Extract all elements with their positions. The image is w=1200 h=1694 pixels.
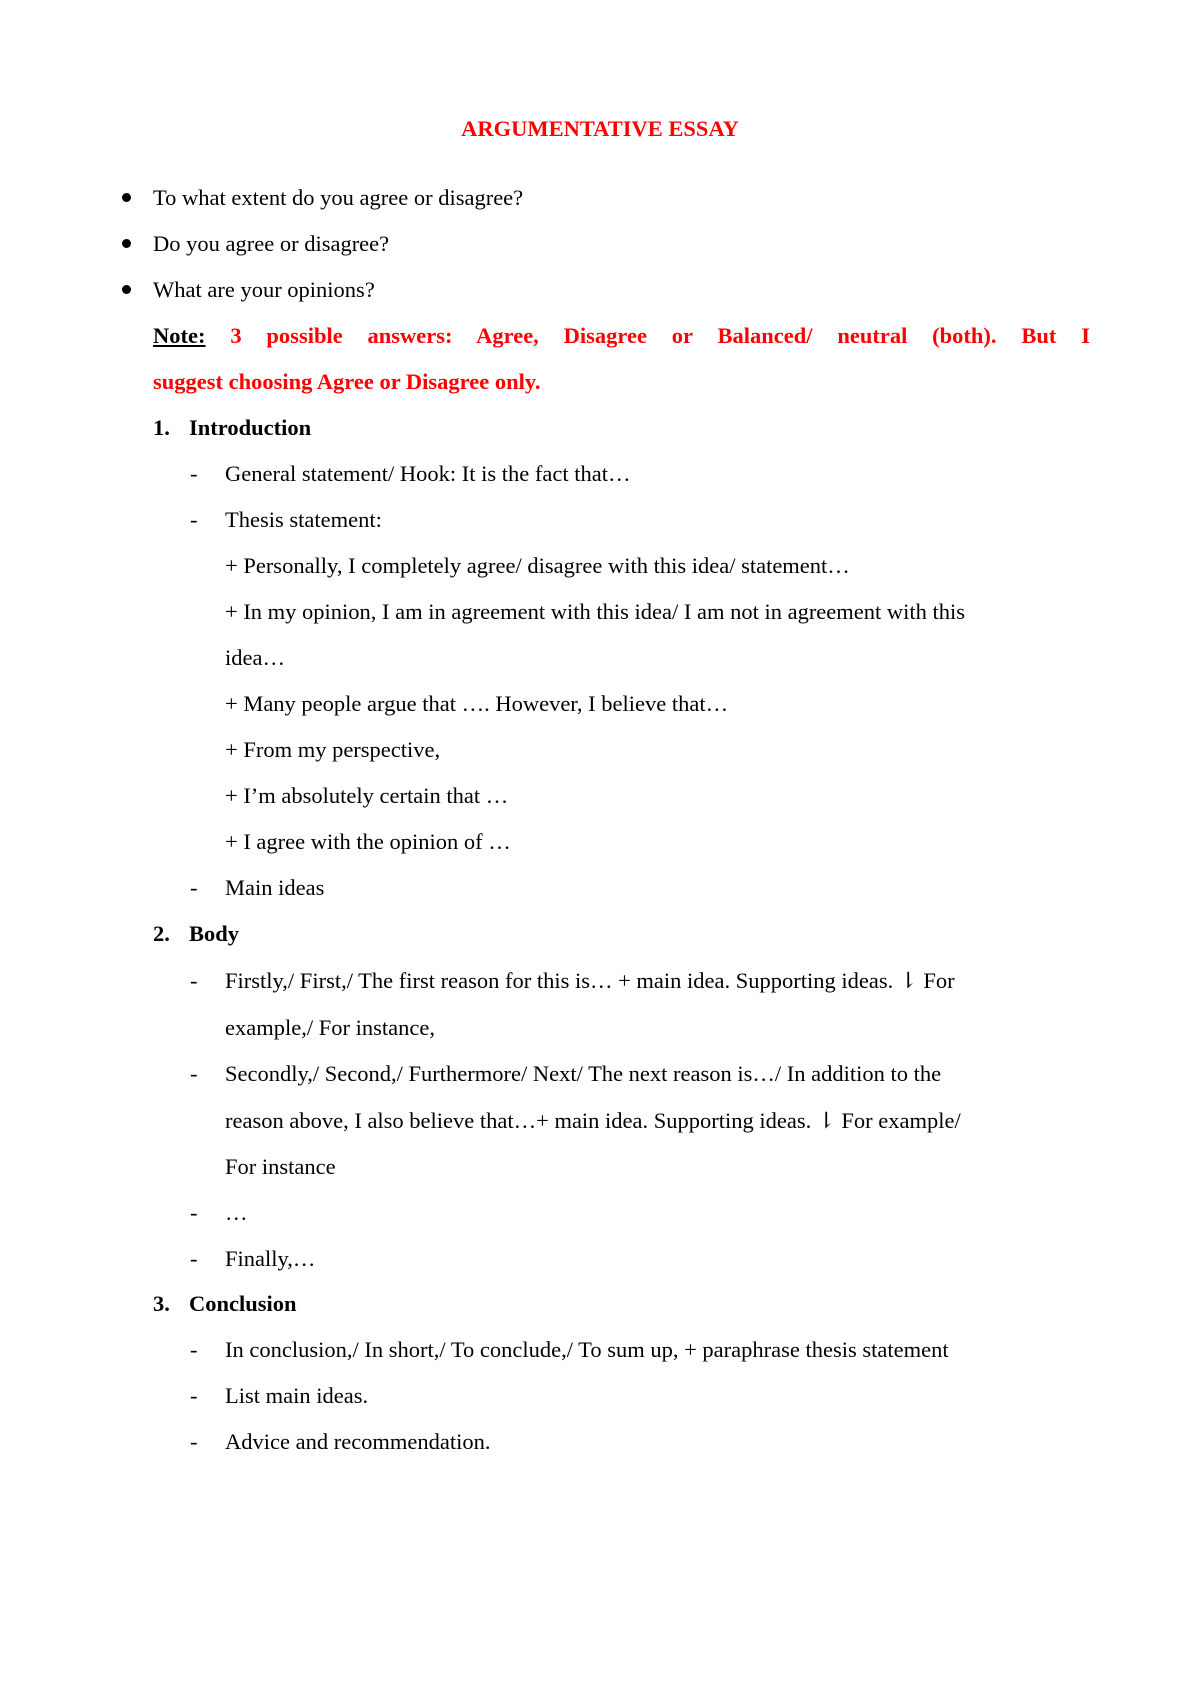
list-item: Advice and recommendation.: [225, 1429, 491, 1454]
dash-marker: -: [190, 1061, 198, 1086]
list-item: List main ideas.: [225, 1383, 369, 1408]
thesis-option: + Personally, I completely agree/ disagree with this idea/ statement…: [225, 553, 850, 578]
thesis-option: + Many people argue that …. However, I believe that…: [225, 691, 729, 716]
thesis-option: + I agree with the opinion of …: [225, 829, 511, 854]
question-item: To what extent do you agree or disagree?: [153, 185, 524, 210]
list-item: Firstly,/ First,/ The first reason for this is… + main idea. Supporting ideas. ⇂ For: [225, 968, 955, 993]
question-item: What are your opinions?: [153, 277, 375, 302]
dash-marker: -: [190, 1383, 198, 1408]
list-item: In conclusion,/ In short,/ To conclude,/ To sum up, + paraphrase thesis statement: [225, 1337, 949, 1362]
note-text-1: 3 possible answers: Agree, Disagree or Balanced/ neutral (both). But I: [230, 323, 1090, 348]
thesis-option: idea…: [225, 645, 285, 670]
list-item-continued: For instance: [225, 1154, 336, 1179]
thesis-option: + From my perspective,: [225, 737, 441, 762]
list-item-continued: example,/ For instance,: [225, 1015, 435, 1040]
dash-marker: -: [190, 1337, 198, 1362]
page-title: ARGUMENTATIVE ESSAY: [461, 116, 739, 141]
thesis-option: + I’m absolutely certain that …: [225, 783, 509, 808]
list-item: Finally,…: [225, 1246, 316, 1271]
bullet-icon: [122, 193, 131, 202]
dash-marker: -: [190, 1200, 198, 1225]
section-number: 2.: [153, 921, 170, 946]
section-number: 1.: [153, 415, 170, 440]
dash-marker: -: [190, 507, 198, 532]
section-heading: Body: [189, 921, 240, 946]
dash-marker: -: [190, 968, 198, 993]
bullet-icon: [122, 239, 131, 248]
dash-marker: -: [190, 461, 198, 486]
dash-marker: -: [190, 875, 198, 900]
list-item: Main ideas: [225, 875, 325, 900]
section-number: 3.: [153, 1291, 170, 1316]
section-heading: Conclusion: [189, 1291, 297, 1316]
note-label: Note:: [153, 323, 206, 348]
note-text-2: suggest choosing Agree or Disagree only.: [153, 369, 541, 394]
thesis-option: + In my opinion, I am in agreement with this idea/ I am not in agreement with this: [225, 599, 966, 624]
dash-marker: -: [190, 1429, 198, 1454]
list-item-continued: reason above, I also believe that…+ main idea. Supporting ideas. ⇂ For example/: [225, 1108, 961, 1133]
section-heading: Introduction: [189, 415, 312, 440]
list-item: Secondly,/ Second,/ Furthermore/ Next/ The next reason is…/ In addition to the: [225, 1061, 942, 1086]
list-item: Thesis statement:: [225, 507, 382, 532]
list-item: General statement/ Hook: It is the fact that…: [225, 461, 631, 486]
question-item: Do you agree or disagree?: [153, 231, 390, 256]
list-item: …: [225, 1200, 248, 1225]
note-line-1: [153, 321, 1090, 351]
bullet-icon: [122, 285, 131, 294]
dash-marker: -: [190, 1246, 198, 1271]
